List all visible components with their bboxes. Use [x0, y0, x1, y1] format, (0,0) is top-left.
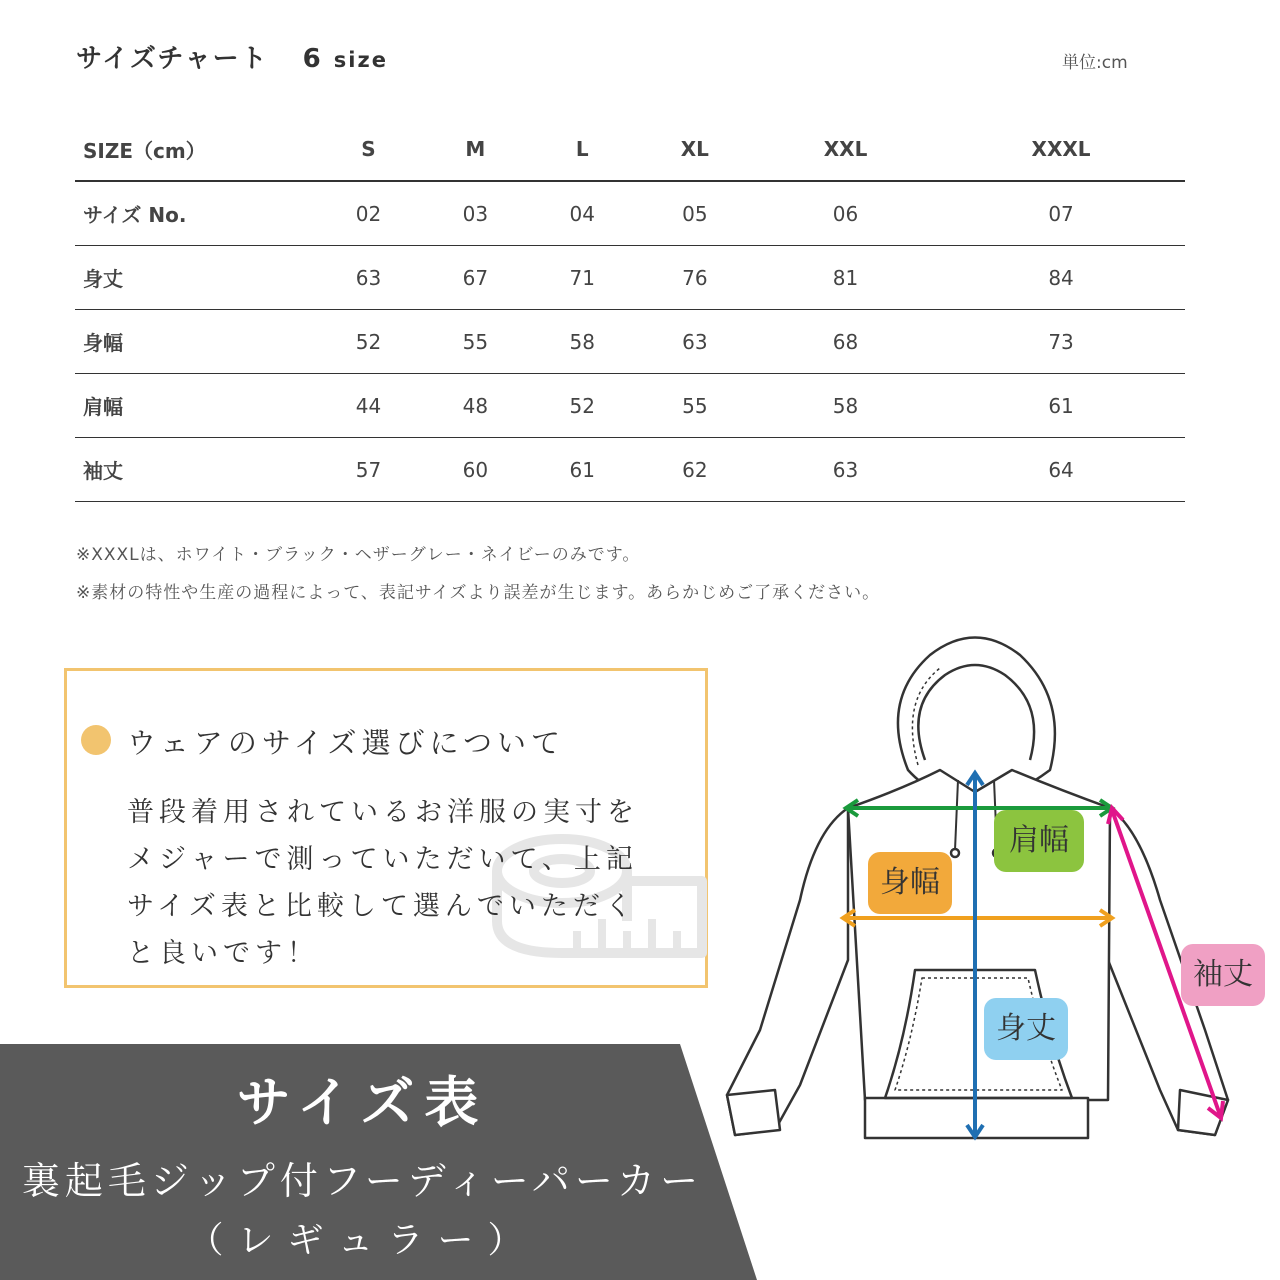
- column-header: M: [465, 137, 486, 161]
- table-cell: 52: [569, 393, 595, 418]
- hoodie-diagram: [720, 630, 1280, 1150]
- column-header: SIZE（cm）: [83, 138, 206, 163]
- table-cell: 61: [1048, 393, 1074, 418]
- table-row: [75, 310, 1185, 374]
- table-cell: 03: [462, 201, 489, 226]
- table-cell: 84: [1048, 265, 1074, 290]
- table-cell: 05: [682, 201, 708, 226]
- footnotes: [76, 536, 880, 612]
- row-label: 袖丈: [83, 459, 123, 483]
- banner-subtitle: 裏起毛ジップ付フーディーパーカー: [21, 1159, 704, 1203]
- table-cell: 73: [1048, 329, 1074, 354]
- banner-title: サイズ表: [236, 1071, 489, 1134]
- chest-label: 身幅: [868, 852, 952, 914]
- table-row: [75, 246, 1185, 310]
- table-cell: 63: [682, 329, 708, 354]
- table-cell: 67: [462, 265, 489, 290]
- table-cell: 55: [462, 329, 489, 354]
- table-cell: 04: [569, 201, 595, 226]
- table-cell: 62: [682, 457, 708, 482]
- table-row: [75, 438, 1185, 502]
- table-cell: 07: [1048, 201, 1074, 226]
- advice-body: [127, 789, 667, 977]
- row-label: 身幅: [83, 331, 123, 355]
- chart-title: サイズチャート: [76, 44, 269, 74]
- advice-heading: ウェアのサイズ選びについて: [127, 726, 565, 760]
- advice-line: と良いです！: [127, 938, 319, 969]
- size-count: 6: [302, 44, 323, 74]
- advice-line: メジャーで測っていただいて、上記: [127, 844, 638, 875]
- hoodie-outline-icon: [727, 638, 1228, 1139]
- table-cell: 64: [1048, 457, 1074, 482]
- row-label: サイズ No.: [83, 203, 187, 227]
- table-cell: 57: [355, 457, 382, 482]
- size-word: size: [333, 48, 388, 72]
- table-cell: 71: [569, 265, 595, 290]
- sleeve-label: 袖丈: [1181, 944, 1265, 1006]
- table-cell: 48: [462, 393, 489, 418]
- table-cell: 55: [682, 393, 708, 418]
- page-title: [76, 38, 388, 75]
- shoulder-label: 肩幅: [994, 810, 1084, 872]
- table-row: [75, 374, 1185, 438]
- table-cell: 63: [832, 457, 859, 482]
- banner-subtitle-variant: （レギュラー）: [187, 1220, 538, 1261]
- table-cell: 76: [682, 265, 708, 290]
- column-header: XXL: [823, 137, 868, 161]
- row-label: 肩幅: [83, 395, 123, 419]
- unit-label: 単位:cm: [1062, 53, 1128, 73]
- table-cell: 06: [832, 201, 859, 226]
- table-header-row: [75, 118, 1185, 181]
- table-cell: 68: [832, 329, 859, 354]
- table-cell: 63: [355, 265, 382, 290]
- size-table: [75, 118, 1185, 502]
- table-cell: 81: [832, 265, 859, 290]
- column-header: XXXL: [1031, 137, 1091, 161]
- row-label: 身丈: [83, 267, 123, 291]
- table-cell: 44: [355, 393, 382, 418]
- table-cell: 58: [569, 329, 595, 354]
- advice-line: サイズ表と比較して選んでいただく: [127, 891, 637, 922]
- column-header: L: [575, 137, 589, 161]
- table-cell: 52: [355, 329, 382, 354]
- table-cell: 61: [569, 457, 595, 482]
- column-header: S: [361, 137, 376, 161]
- column-header: XL: [680, 137, 709, 161]
- footnote: ※XXXLは、ホワイト・ブラック・ヘザーグレー・ネイビーのみです。: [76, 545, 641, 565]
- advice-box: [64, 668, 708, 988]
- table-cell: 02: [355, 201, 382, 226]
- bullet-dot-icon: [81, 725, 111, 755]
- table-row: [75, 181, 1185, 246]
- footnote: ※素材の特性や生産の過程によって、表記サイズより誤差が生じます。あらかじめご了承ください。: [76, 583, 881, 603]
- length-label: 身丈: [984, 998, 1068, 1060]
- table-cell: 60: [462, 457, 489, 482]
- table-cell: 58: [832, 393, 859, 418]
- advice-line: 普段着用されているお洋服の実寸を: [127, 797, 639, 828]
